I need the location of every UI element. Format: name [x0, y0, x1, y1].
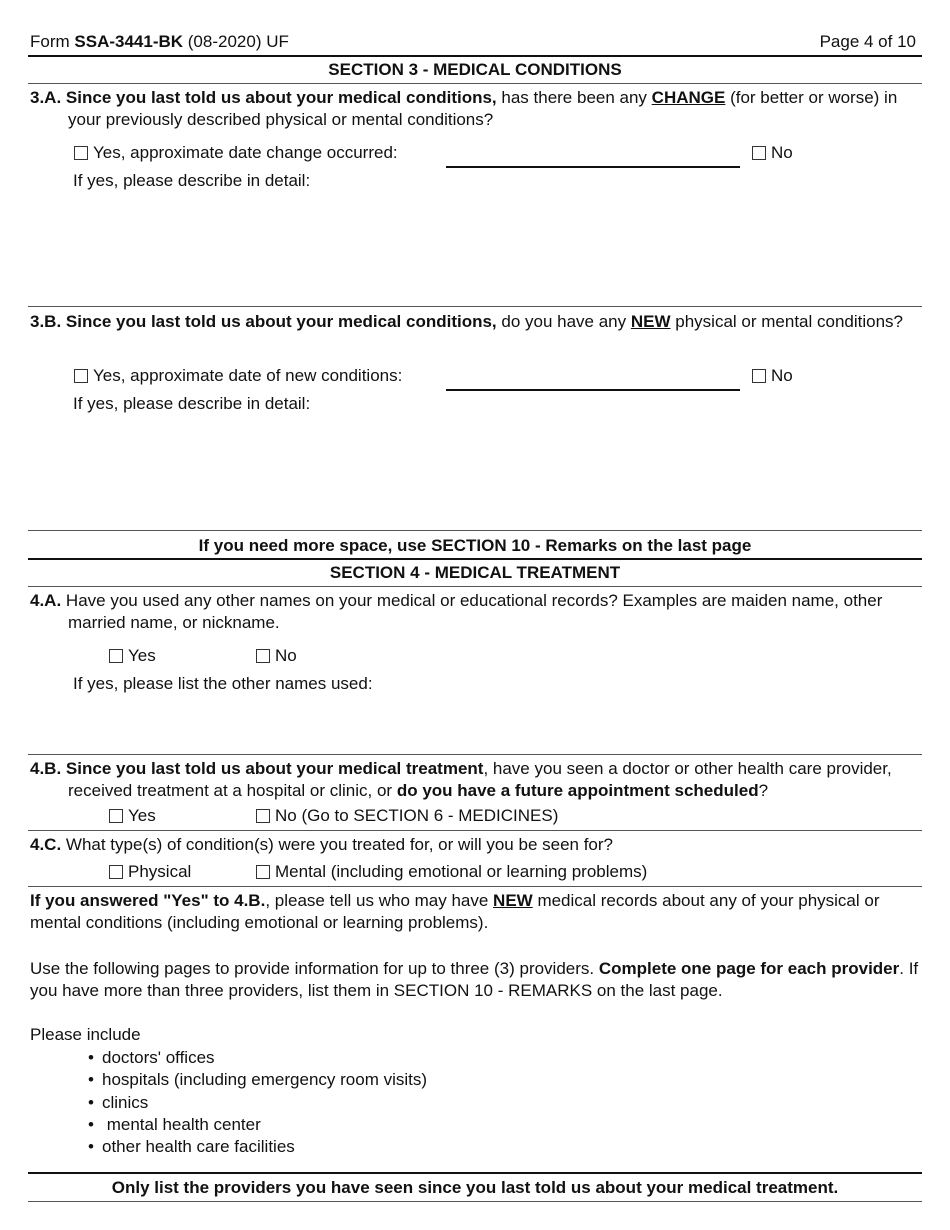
question-3b: [30, 311, 920, 333]
q4a-divider: [28, 754, 922, 755]
form-number: SSA-3441-BK: [74, 32, 184, 51]
question-3b-emphasis: NEW: [630, 312, 671, 331]
q4a-no-checkbox[interactable]: [256, 649, 270, 663]
q4c-mental-option[interactable]: [256, 862, 647, 882]
q4b-divider: [28, 830, 922, 831]
q4a-names-area[interactable]: [30, 700, 920, 750]
header-divider: [28, 55, 922, 57]
q3b-yes-option[interactable]: [74, 366, 402, 386]
list-item: • mental health center: [88, 1114, 427, 1136]
footer-note: Only list the providers you have seen since you last told us about your medical treatment.: [111, 1178, 839, 1197]
q3b-yes-checkbox[interactable]: [74, 369, 88, 383]
list-item: • doctors' offices: [88, 1047, 427, 1069]
q4a-list-prompt: If yes, please list the other names used:: [73, 674, 373, 693]
section3-title-divider: [28, 83, 922, 84]
section3-end-divider: [28, 558, 922, 560]
list-item: • other health care facilities: [88, 1136, 427, 1158]
question-3a-text1: has there been any: [496, 88, 652, 107]
footer-top-divider: [28, 1172, 922, 1174]
q4a-no-option[interactable]: [256, 646, 297, 666]
q4c-divider: [28, 886, 922, 887]
answer-yes-instructions: [30, 890, 920, 934]
question-4b-text1: , have you seen a doctor or other health care provider, received treatment at a hospital or clinic, or: [68, 759, 892, 800]
q3b-divider: [28, 530, 922, 531]
q3a-no-option[interactable]: [752, 143, 793, 163]
question-4c-number: 4.C.: [30, 835, 62, 854]
question-4b-number: 4.B.: [30, 759, 62, 778]
question-3a: [30, 87, 920, 131]
question-4c-text: What type(s) of condition(s) were you treated for, or will you be seen for?: [61, 835, 613, 854]
question-4b: [30, 758, 920, 802]
section3-title: SECTION 3 - MEDICAL CONDITIONS: [328, 60, 622, 79]
question-4a-text: Have you used any other names on your medical or educational records? Examples are maiden name, other married name, or nickname.: [61, 591, 883, 632]
question-4b-lead: Since you last told us about your medical treatment: [65, 759, 484, 778]
answer-yes-text2: medical records about any of your physical or mental conditions (including emotional or learning problems).: [30, 891, 880, 932]
q3b-yes-label: Yes, approximate date of new conditions:: [93, 366, 403, 385]
q4b-yes-option[interactable]: [109, 806, 156, 826]
question-3b-text1: do you have any: [496, 312, 631, 331]
q4c-physical-label: Physical: [128, 862, 192, 881]
q3a-describe-area[interactable]: [30, 196, 920, 302]
use-pages-instructions: [30, 958, 920, 1002]
form-id: [30, 32, 289, 52]
q4b-no-label: No (Go to SECTION 6 - MEDICINES): [275, 806, 559, 825]
q3a-no-checkbox[interactable]: [752, 146, 766, 160]
form-revision: (08-2020) UF: [183, 32, 289, 51]
question-3a-number: 3.A.: [30, 88, 62, 107]
q4b-no-option[interactable]: [256, 806, 558, 826]
list-item: • hospitals (including emergency room visits): [88, 1069, 427, 1091]
q3b-no-option[interactable]: [752, 366, 793, 386]
q4a-no-label: No: [275, 646, 297, 665]
answer-yes-emphasis: NEW: [493, 891, 533, 910]
question-3b-text2: physical or mental conditions?: [670, 312, 904, 331]
q3a-date-field[interactable]: [446, 166, 740, 168]
q3b-describe-area[interactable]: [30, 420, 920, 526]
q3a-no-label: No: [771, 143, 793, 162]
q4c-physical-option[interactable]: [109, 862, 191, 882]
page-number: Page 4 of 10: [819, 32, 916, 51]
use-pages-text2: . If you have more than three providers, list them in SECTION 10 - REMARKS on the last page.: [30, 959, 919, 1000]
q3b-no-label: No: [771, 366, 793, 385]
section4-title-divider: [28, 586, 922, 587]
question-3a-lead: Since you last told us about your medical conditions,: [65, 88, 497, 107]
list-item: • clinics: [88, 1092, 427, 1114]
q4c-physical-checkbox[interactable]: [109, 865, 123, 879]
q4b-no-checkbox[interactable]: [256, 809, 270, 823]
form-prefix: Form: [30, 32, 75, 51]
question-3a-text2: (for better or worse) in your previously described physical or mental conditions?: [68, 88, 898, 129]
use-pages-bold: Complete one page for each provider: [598, 959, 900, 978]
q4b-yes-checkbox[interactable]: [109, 809, 123, 823]
answer-yes-lead: If you answered "Yes" to 4.B.: [30, 891, 266, 910]
q4b-yes-label: Yes: [128, 806, 156, 825]
use-pages-text1: Use the following pages to provide information for up to three (3) providers.: [30, 959, 599, 978]
question-4b-text2: ?: [758, 781, 769, 800]
question-4b-bold2: do you have a future appointment scheduled: [396, 781, 759, 800]
q3a-yes-label: Yes, approximate date change occurred:: [93, 143, 398, 162]
q4c-mental-checkbox[interactable]: [256, 865, 270, 879]
q3b-describe-prompt: If yes, please describe in detail:: [73, 394, 311, 413]
q3a-yes-checkbox[interactable]: [74, 146, 88, 160]
q4a-yes-checkbox[interactable]: [109, 649, 123, 663]
footer-bottom-divider: [28, 1201, 922, 1202]
q3a-describe-prompt: If yes, please describe in detail:: [73, 171, 311, 190]
include-list: [88, 1047, 427, 1158]
q3a-yes-option[interactable]: [74, 143, 398, 163]
more-space-note: If you need more space, use SECTION 10 - Remarks on the last page: [198, 536, 752, 555]
q4a-yes-label: Yes: [128, 646, 156, 665]
include-label: Please include: [30, 1025, 141, 1044]
q3b-date-field[interactable]: [446, 389, 740, 391]
question-3b-number: 3.B.: [30, 312, 62, 331]
question-4c: [30, 834, 920, 856]
answer-yes-text1: , please tell us who may have: [265, 891, 494, 910]
question-3b-lead: Since you last told us about your medical conditions,: [65, 312, 497, 331]
question-4a-number: 4.A.: [30, 591, 62, 610]
section4-title: SECTION 4 - MEDICAL TREATMENT: [329, 563, 621, 582]
q4c-mental-label: Mental (including emotional or learning problems): [275, 862, 648, 881]
question-3a-emphasis: CHANGE: [651, 88, 726, 107]
question-4a: [30, 590, 920, 634]
q3a-divider: [28, 306, 922, 307]
q4a-yes-option[interactable]: [109, 646, 156, 666]
q3b-no-checkbox[interactable]: [752, 369, 766, 383]
